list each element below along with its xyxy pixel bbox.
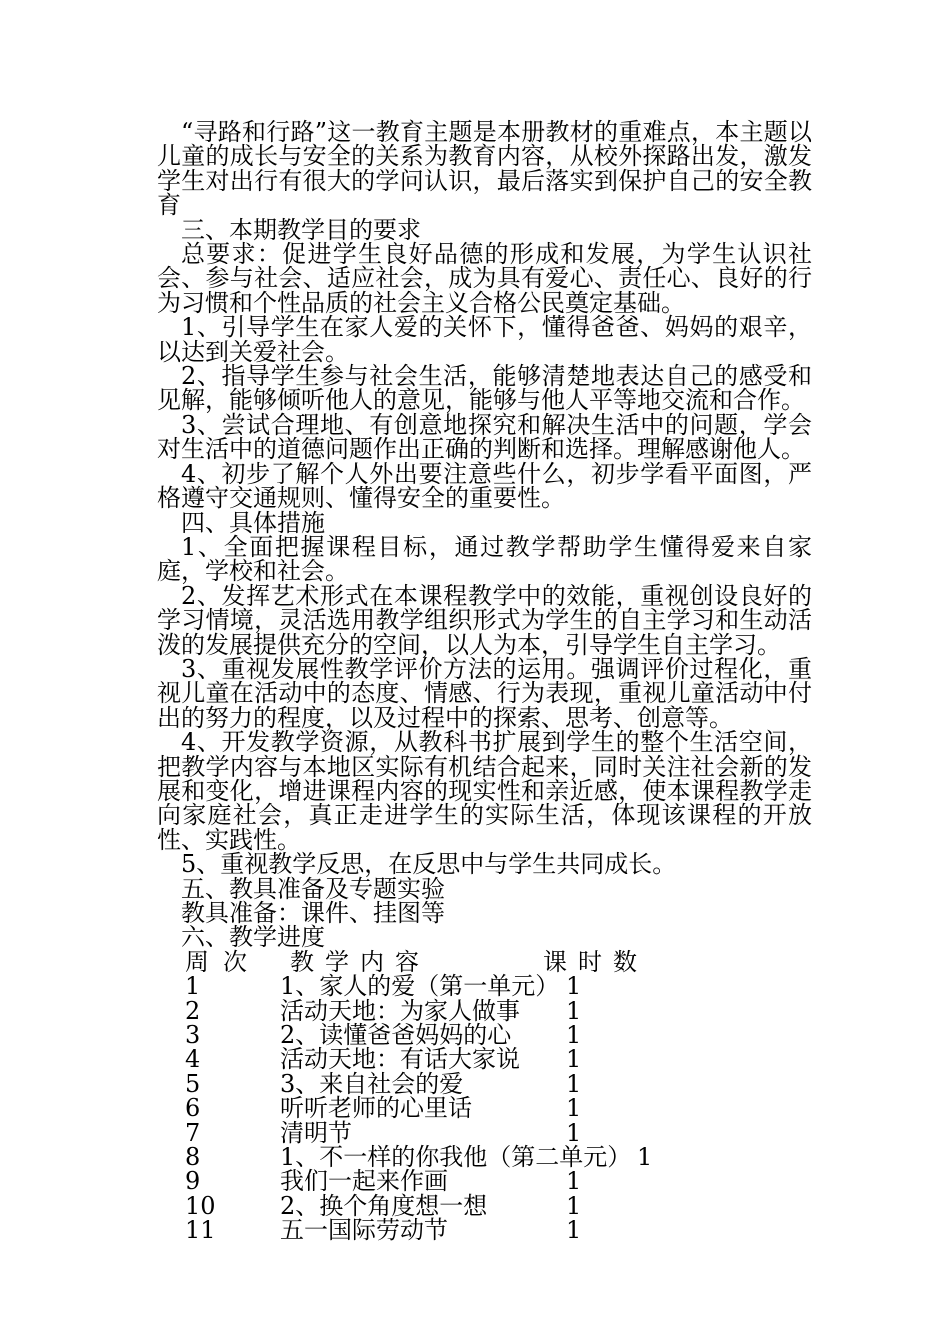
schedule-row — [157, 1191, 812, 1220]
section-heading-schedule: 六、教学进度 — [181, 923, 325, 952]
row-content: 五一国际劳动节 — [280, 1216, 448, 1245]
measure-item-1: 1、全面把握课程目标，通过教学帮助学生懂得爱来自家庭，学校和社会。 — [157, 532, 812, 586]
row-hours: 1 — [566, 1020, 582, 1049]
row-week: 1 — [185, 972, 201, 1001]
goal-item-4: 4、初步了解个人外出要注意些什么，初步学看平面图，严格遵守交通规则、懂得安全的重要性。 — [157, 459, 812, 513]
row-week: 9 — [185, 1167, 201, 1196]
overall-requirement-paragraph: 总要求：促进学生良好品德的形成和发展，为学生认识社会、参与社会、适应社会，成为具有爱心、责任心、良好的行为习惯和个性品质的社会主义合格公民奠定基础。 — [157, 240, 812, 317]
schedule-row — [157, 972, 812, 1001]
measure-item-4: 4、开发教学资源，从教科书扩展到学生的整个生活空间，把教学内容与本地区实际有机结合起来，同时关注社会新的发展和变化，增进课程内容的现实性和亲近感，使本课程教学走向家庭社会，真正走进学生的实际生活，体现该课程的开放性、实践性。 — [157, 728, 812, 854]
row-hours: 1 — [566, 1167, 582, 1196]
section-heading-measures: 四、具体措施 — [181, 508, 325, 537]
measure-item-2: 2、发挥艺术形式在本课程教学中的效能，重视创设良好的学习情境，灵活选用教学组织形式为学生的自主学习和生动活泼的发展提供充分的空间，以人为本，引导学生自主学习。 — [157, 581, 812, 659]
goal-item-2: 2、指导学生参与社会生活，能够清楚地表达自己的感受和见解，能够倾听他人的意见，能够与他人平等地交流和合作。 — [157, 362, 812, 415]
document-body — [157, 120, 812, 1243]
schedule-table — [157, 947, 812, 1245]
row-week: 4 — [185, 1045, 201, 1074]
schedule-header-row — [157, 947, 812, 976]
row-hours: 1 — [566, 1045, 582, 1074]
row-content: 我们一起来作画 — [280, 1167, 448, 1196]
measure-item-3: 3、重视发展性教学评价方法的运用。强调评价过程化，重视儿童在活动中的态度、情感、行为表现，重视儿童活动中付出的努力的程度，以及过程中的探索、思考、创意等。 — [157, 654, 812, 732]
row-week: 7 — [185, 1118, 201, 1147]
header-week: 周次 — [185, 947, 261, 976]
header-content: 教学内容 — [290, 947, 430, 976]
section-heading-goals: 三、本期教学目的要求 — [181, 215, 421, 244]
schedule-row — [157, 1118, 812, 1147]
schedule-row — [157, 1020, 812, 1049]
schedule-row — [157, 1167, 812, 1196]
row-week: 3 — [185, 1020, 201, 1049]
row-week: 11 — [185, 1216, 216, 1245]
row-hours: 1 — [566, 1191, 582, 1220]
goal-item-1: 1、引导学生在家人爱的关怀下，懂得爸爸、妈妈的艰辛，以达到关爱社会。 — [157, 313, 812, 366]
row-hours: 1 — [637, 1142, 653, 1171]
schedule-row — [157, 1216, 812, 1245]
row-hours: 1 — [566, 996, 582, 1025]
row-hours: 1 — [566, 972, 582, 1001]
row-week: 5 — [185, 1069, 201, 1098]
schedule-row — [157, 1142, 812, 1171]
schedule-row — [157, 1094, 812, 1123]
measure-item-5: 5、重视教学反思，在反思中与学生共同成长。 — [181, 850, 677, 879]
schedule-row — [157, 996, 812, 1025]
row-content: 1、家人的爱（第一单元） — [280, 972, 560, 1001]
goal-item-3: 3、尝试合理地、有创意地探究和解决生活中的问题，学会对生活中的道德问题作出正确的判断和选择。理解感谢他人。 — [157, 410, 812, 464]
row-content: 2、换个角度想一想 — [280, 1191, 488, 1220]
row-week: 10 — [185, 1191, 216, 1220]
row-content: 1、不一样的你我他（第二单元） — [280, 1142, 632, 1171]
schedule-row — [157, 1069, 812, 1098]
row-week: 8 — [185, 1142, 201, 1171]
row-content: 活动天地：为家人做事 — [280, 996, 520, 1025]
row-content: 清明节 — [280, 1118, 352, 1147]
row-week: 2 — [185, 996, 201, 1025]
row-hours: 1 — [566, 1118, 582, 1147]
section-heading-teaching-aids: 五、教具准备及专题实验 — [181, 874, 445, 903]
schedule-row — [157, 1045, 812, 1074]
row-hours: 1 — [566, 1094, 582, 1123]
row-content: 听听老师的心里话 — [280, 1094, 472, 1123]
row-content: 2、读懂爸爸妈妈的心 — [280, 1020, 512, 1049]
row-hours: 1 — [566, 1069, 582, 1098]
teaching-aids-line: 教具准备：课件、挂图等 — [181, 899, 445, 927]
row-hours: 1 — [566, 1216, 582, 1245]
intro-paragraph: “寻路和行路”这一教育主题是本册教材的重难点，本主题以儿童的成长与安全的关系为教育内容，从校外探路出发，激发学生对出行有很大的学问认识，最后落实到保护自己的安全教育 — [157, 118, 812, 220]
row-week: 6 — [185, 1094, 201, 1123]
row-content: 3、来自社会的爱 — [280, 1069, 464, 1098]
header-hours: 课时数 — [543, 947, 648, 976]
row-content: 活动天地：有话大家说 — [280, 1045, 520, 1074]
